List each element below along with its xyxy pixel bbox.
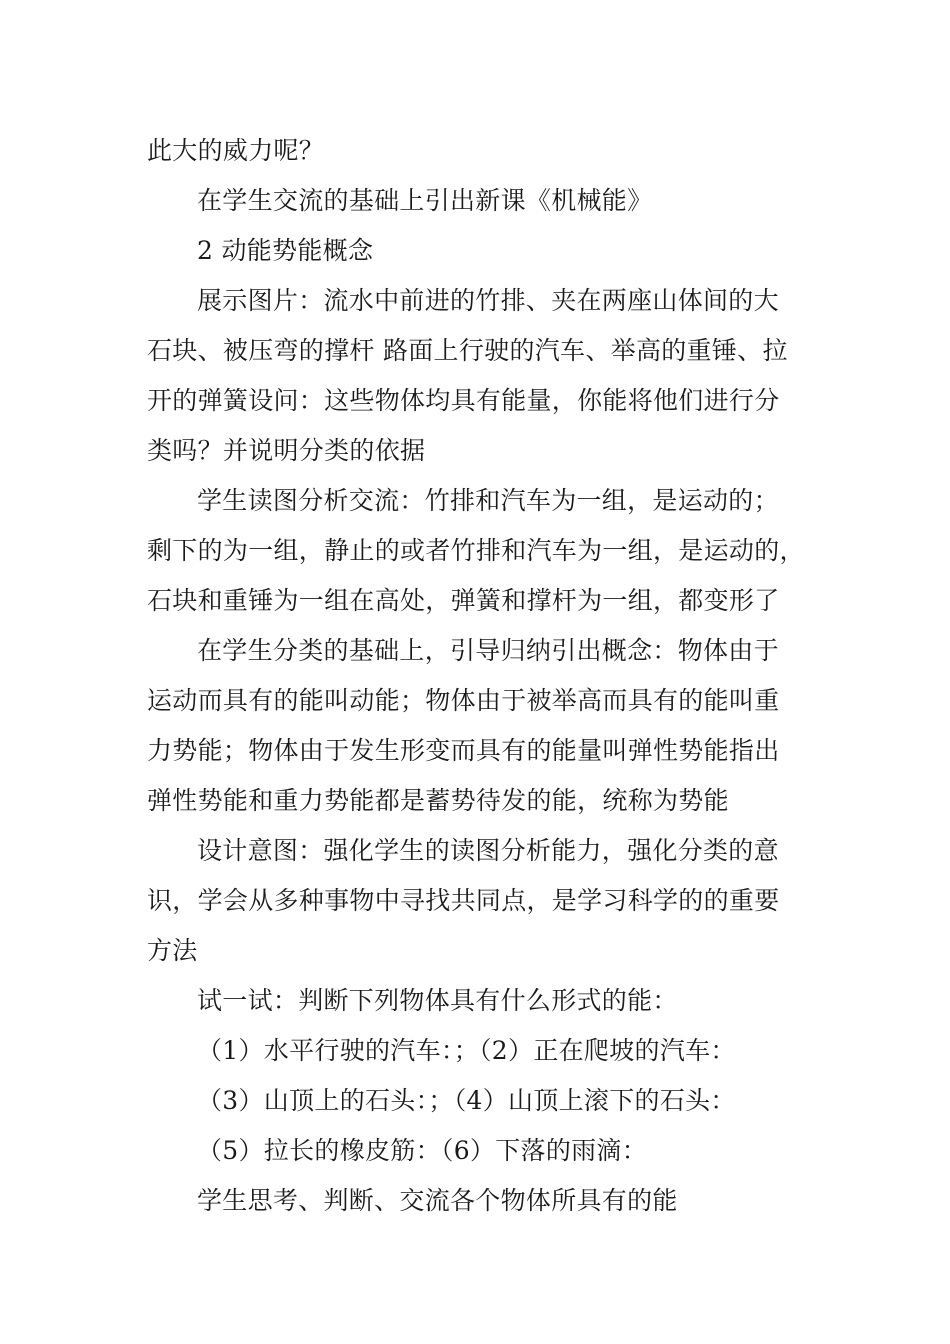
- text-line: 学生读图分析交流：竹排和汽车为一组，是运动的；: [197, 486, 779, 515]
- text-line: 学生思考、判断、交流各个物体所具有的能: [197, 1186, 678, 1215]
- text-line: 运动而具有的能叫动能；物体由于被举高而具有的能叫重: [147, 686, 780, 715]
- text-line: 2 动能势能概念: [197, 236, 374, 265]
- text-line: （5）拉长的橡皮筋：（6）下落的雨滴：: [197, 1136, 648, 1165]
- text-line: 石块和重锤为一组在高处，弹簧和撑杆为一组，都变形了: [147, 586, 780, 615]
- text-line: 石块、被压弯的撑杆 路面上行驶的汽车、举高的重锤、拉: [147, 336, 788, 365]
- text-line: 弹性势能和重力势能都是蓄势待发的能，统称为势能: [147, 786, 729, 815]
- text-line: 类吗？并说明分类的依据: [147, 436, 426, 465]
- text-line: （3）山顶上的石头：；（4）山顶上滚下的石头：: [197, 1086, 736, 1115]
- text-line: 力势能；物体由于发生形变而具有的能量叫弹性势能指出: [147, 736, 780, 765]
- text-line: 方法: [147, 936, 198, 965]
- text-line: 展示图片：流水中前进的竹排、夹在两座山体间的大: [197, 286, 779, 315]
- text-line: 在学生交流的基础上引出新课《机械能》: [197, 186, 653, 215]
- text-line: 试一试：判断下列物体具有什么形式的能：: [197, 986, 678, 1015]
- text-line: （1）水平行驶的汽车：；（2）正在爬坡的汽车：: [197, 1036, 736, 1065]
- text-line: 识，学会从多种事物中寻找共同点，是学习科学的的重要: [147, 886, 780, 915]
- text-line: 开的弹簧设问：这些物体均具有能量，你能将他们进行分: [147, 386, 780, 415]
- text-line: 此大的威力呢？: [147, 136, 325, 165]
- text-line: 剩下的为一组，静止的或者竹排和汽车为一组，是运动的，: [147, 536, 805, 565]
- text-line: 设计意图：强化学生的读图分析能力，强化分类的意: [197, 836, 779, 865]
- text-line: 在学生分类的基础上，引导归纳引出概念：物体由于: [197, 636, 779, 665]
